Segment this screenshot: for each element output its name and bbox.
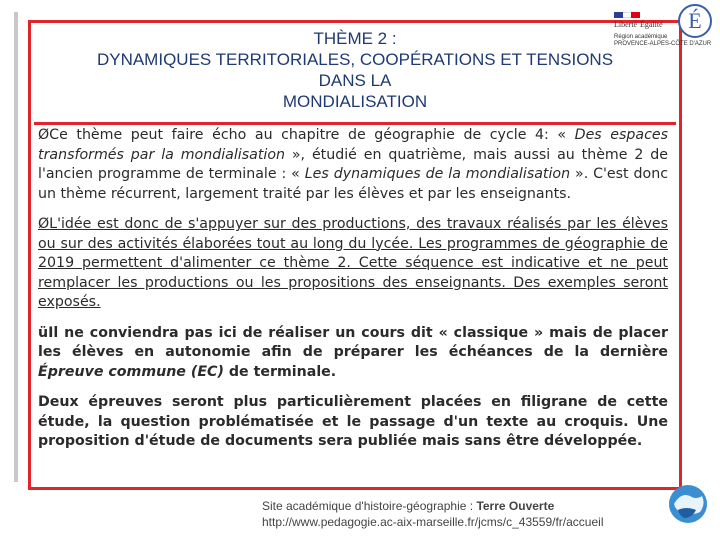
footer-site-prefix: Site académique d'histoire-géographie : [262,499,477,513]
paragraph-2 [38,215,668,313]
paragraph-3-text-b: de terminale. [223,363,337,380]
paragraph-4: Deux épreuves seront plus particulièrement placées en filigrane de cette étude, la question problématisée et le passage d'un texte au croquis. Une proposition d'étude de documents sera publiée mais sans être développée. [38,394,668,449]
paragraph-1-intro: Ce thème peut faire écho au chapitre de géographie de cycle 4: « [49,127,575,143]
e-badge-icon: É [678,4,712,38]
main-content [38,126,668,463]
paragraph-1-end: ». C'est donc un thème récurrent, largement traité par les élèves et par les enseignants. [38,166,668,202]
arrow-bullet-icon: Ø [38,216,50,232]
french-flag-icon [614,12,640,18]
logo-region-line-1: Région académique [614,34,668,40]
title-line-2: DYNAMIQUES TERRITORIALES, COOPÉRATIONS ET TENSIONS [96,50,614,69]
check-bullet-icon: ü [38,324,49,341]
footer-url-link[interactable]: http://www.pedagogie.ac-aix-marseille.fr/jcms/c_43559/fr/accueil [262,515,604,529]
footer-site-line [262,498,692,514]
paragraph-1 [38,126,668,204]
logo-text-2: Égalité [640,20,663,29]
academy-logo [610,4,714,74]
page-title [34,28,676,112]
footer-site-name: Terre Ouverte [476,499,555,513]
title-box [34,26,676,125]
logo-text-1: Liberté [614,20,638,29]
footer [262,498,692,530]
paragraph-1-mid: », étudié en quatrième, mais aussi au thème 2 de l'ancien programme de terminale : « [38,146,668,182]
paragraph-3-text-a: Il ne conviendra pas ici de réaliser un cours dit « classique » mais de placer les élèves en autonomie afin de préparer les échéances de la dernière [38,324,668,360]
paragraph-3-italic: Épreuve commune (EC) [38,363,224,380]
paragraph-3 [38,324,668,383]
arrow-bullet-icon: Ø [38,127,50,143]
left-decorative-bar [14,12,18,482]
paragraph-1-quote-1: Des espaces transformés par la mondialisation [38,127,668,163]
title-line-1: THÈME 2 : [313,29,397,48]
title-line-4: MONDIALISATION [282,92,428,111]
paragraph-1-quote-2: Les dynamiques de la mondialisation [304,166,571,182]
logo-region-line-2: PROVENCE-ALPES-CÔTE D'AZUR [614,41,712,47]
globe-logo-icon [666,482,710,526]
title-line-3: DANS LA [318,71,392,90]
paragraph-2-text: L'idée est donc de s'appuyer sur des productions, des travaux réalisés par les élèves ou sur des activités élaborées tout au long du lycée. Les programmes de géographie de 2019 permettent d'alimenter ce thème 2. Cette séquence est indicative et ne peut remplacer les productions ou les propositions des enseignants. Des exemples seront exposés. [38,216,668,310]
